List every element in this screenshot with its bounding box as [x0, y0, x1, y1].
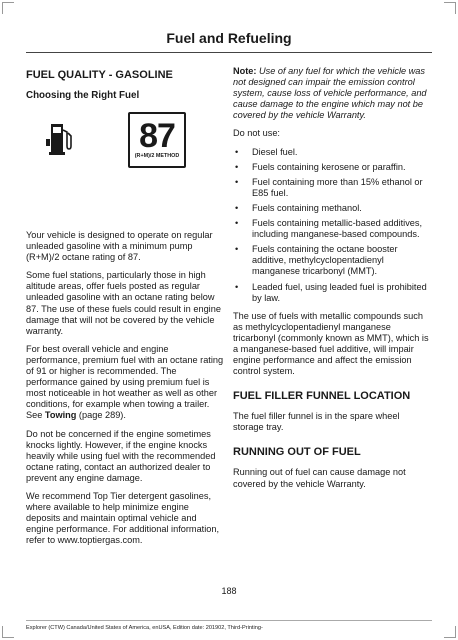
paragraph-metallic-compounds: The use of fuels with metallic compounds such as methylcyclopentadienyl manganese tricarbonyl (commonly known as MMT), which is a manganese-based fuel additive, will impair engine performance and affect the emission control system. — [233, 310, 429, 377]
paragraph-top-tier: We recommend Top Tier detergent gasolines, where available to help minimize engine deposits and maintain optimal vehicle and engine performance. For additional information, refer to www.toptiergas.com. — [26, 490, 220, 546]
page-number: 188 — [221, 586, 237, 596]
paragraph-engine-knock: Do not be concerned if the engine sometimes knocks lightly. However, if the engine knocks heavily while using fuel with the recommended octane rating, contact an authorized dealer to prevent any engine damage. — [26, 428, 216, 483]
section-heading-filler-funnel: FUEL FILLER FUNNEL LOCATION — [233, 390, 411, 403]
paragraph-filler-funnel: The fuel filler funnel is in the spare wheel storage tray. — [233, 411, 400, 433]
crop-mark-top-left — [2, 2, 14, 14]
premium-fuel-text: For best overall vehicle and engine performance, premium fuel with an octane rating of 91 or higher is recommended. The performance gained by using premium fuel is most noticeable in hot weather as well as other conditions, for example when towing a trailer. See — [26, 343, 224, 421]
note-label: Note: — [233, 66, 257, 76]
paragraph-premium-fuel — [26, 344, 225, 422]
paragraph-high-altitude: Some fuel stations, particularly those in high altitude areas, offer fuels posted as regular unleaded gasoline with an octane rating below 87. The use of these fuels could result in engine damage that will not be covered by the vehicle warranty. — [26, 270, 221, 336]
right-column — [233, 66, 432, 497]
octane-figure — [26, 112, 225, 220]
octane-rating-label — [128, 112, 186, 168]
do-not-use-label: Do not use: — [233, 128, 280, 139]
fuel-pump-icon — [46, 121, 72, 155]
title-divider — [26, 52, 432, 53]
footer-divider — [26, 620, 432, 621]
crop-mark-bottom-left — [2, 626, 14, 638]
list-item: • Fuels containing methanol. — [233, 203, 432, 214]
page-title: Fuel and Refueling — [166, 30, 292, 46]
list-item: • Fuels containing metallic-based additives, including manganese-based compounds. — [233, 218, 432, 240]
section-heading-running-out: RUNNING OUT OF FUEL — [233, 446, 361, 459]
list-item: • Leaded fuel, using leaded fuel is prohibited by law. — [233, 282, 432, 304]
list-item: • Diesel fuel. — [233, 147, 432, 158]
prohibited-fuels-list — [233, 147, 432, 304]
octane-method: (R+M)/2 METHOD — [134, 152, 180, 159]
crop-mark-top-right — [444, 2, 456, 14]
crop-mark-bottom-right — [444, 626, 456, 638]
towing-page-ref: (page 289). — [76, 410, 126, 421]
note-text: Use of any fuel for which the vehicle was not designed can impair the emission control system, cause loss of vehicle performance, and cause damage to the engine which may not be covered by the vehicle Warranty. — [233, 66, 427, 121]
list-item: • Fuel containing more than 15% ethanol or E85 fuel. — [233, 177, 432, 199]
octane-number: 87 — [139, 117, 175, 155]
note-paragraph — [233, 66, 432, 121]
section-heading-fuel-quality: FUEL QUALITY - GASOLINE — [26, 69, 173, 81]
left-column — [26, 66, 225, 553]
paragraph-running-out: Running out of fuel can cause damage not covered by the vehicle Warranty. — [233, 467, 406, 489]
subheading-choosing-fuel: Choosing the Right Fuel — [26, 90, 140, 101]
list-item: • Fuels containing the octane booster additive, methylcyclopentadienyl manganese tricarbonyl (MMT). — [233, 244, 432, 277]
list-item: • Fuels containing kerosene or paraffin. — [233, 162, 432, 173]
towing-link[interactable]: Towing — [44, 410, 77, 421]
paragraph-octane-requirement: Your vehicle is designed to operate on regular unleaded gasoline with a minimum pump (R+M)/2 octane rating of 87. — [26, 230, 213, 263]
edition-info: Explorer (CTW) Canada/United States of America, enUSA, Edition date: 201902, Third-Printing- — [26, 625, 263, 631]
